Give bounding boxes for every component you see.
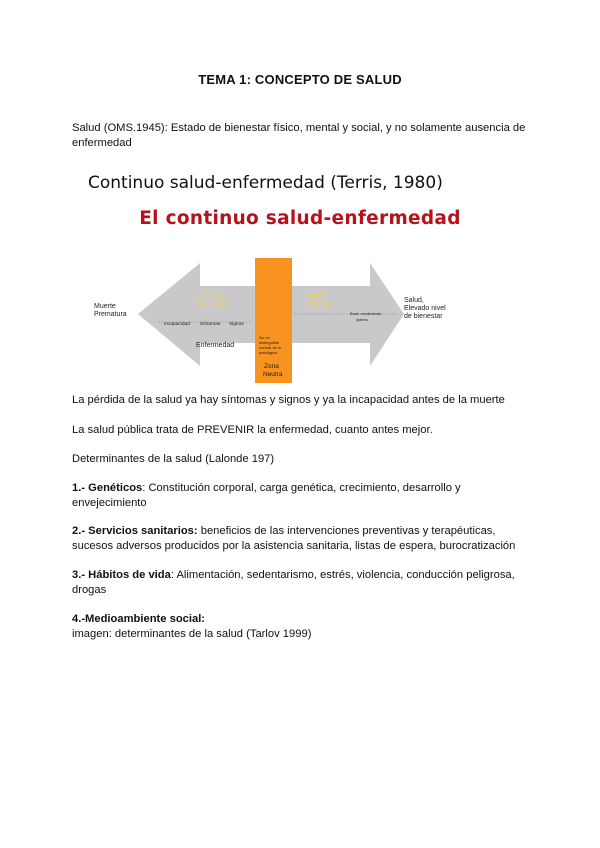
right-end-label-1: Salud,: [404, 297, 424, 304]
determinant-genetic-text: : Constitución corporal, carga genética, crecimiento, desarrollo y envejecimiento: [72, 482, 461, 509]
positive-label-2: Positiva: [305, 301, 330, 308]
loss-label-2: de Salud: [198, 301, 226, 308]
disease-label: Enfermedad: [196, 342, 235, 349]
determinant-health-services-label: 2.- Servicios sanitarios:: [72, 525, 198, 537]
determinant-lifestyle: [72, 568, 532, 598]
health-continuum-diagram: [88, 258, 468, 383]
left-end-label-2: Prematura: [94, 311, 127, 318]
diagram-title: El continuo salud-enfermedad: [139, 208, 461, 229]
environment-image-note: imagen: determinantes de la salud (Tarlov 1999): [72, 628, 312, 640]
loss-label-1: Pérdida: [200, 293, 225, 300]
environment-label: 4.-Medioambiente social:: [72, 613, 206, 625]
paragraph-determinants: Determinantes de la salud (Lalonde 197): [72, 453, 275, 465]
neutral-label-2: Neutra: [263, 371, 283, 378]
determinant-health-services: [72, 524, 532, 554]
health-definition: Salud (OMS.1945): Estado de bienestar físico, mental y social, y no solamente ausencia de enfermedad: [72, 122, 526, 149]
determinant-health-services-text: beneficios de las intervenciones preventivas y terapéuticas, sucesos adversos producidos por la asistencia sanitaria, listas de espera, burocratización: [72, 525, 516, 552]
neutral-note-1: No es: [259, 335, 270, 340]
determinant-lifestyle-label: 3.- Hábitos de vida: [72, 569, 171, 581]
stage-symptoms: Síntomas: [200, 322, 221, 327]
positive-note-2: óptimo: [356, 317, 369, 322]
figure-caption: Continuo salud-enfermedad (Terris, 1980): [88, 173, 443, 193]
determinant-lifestyle-text: : Alimentación, sedentarismo, estrés, violencia, conducción peligrosa, drogas: [72, 569, 515, 596]
neutral-note-4: patológico: [259, 350, 278, 355]
determinant-social-environment: [72, 612, 532, 642]
page-title: TEMA 1: CONCEPTO DE SALUD: [198, 72, 402, 87]
neutral-note-2: distinguible: [259, 340, 280, 345]
left-end-label-1: Muerte: [94, 303, 116, 310]
right-end-label-3: de bienestar: [404, 313, 443, 320]
paragraph-prevention: La salud pública trata de PREVENIR la enfermedad, cuanto antes mejor.: [72, 424, 433, 436]
stage-signs: Signos: [229, 322, 244, 327]
paragraph-health-loss: La pérdida de la salud ya hay síntomas y signos y ya la incapacidad antes de la muerte: [72, 394, 505, 406]
positive-label-1: Salud: [305, 293, 323, 300]
neutral-label-1: Zona: [264, 363, 279, 370]
determinant-genetic: [72, 481, 532, 511]
stage-incapacity: Incapacidad: [164, 322, 190, 327]
neutral-note-3: normal de lo: [259, 345, 282, 350]
positive-note-1: Buen rendimiento: [350, 311, 382, 316]
determinant-genetic-label: 1.- Genéticos: [72, 482, 143, 494]
right-end-label-2: Elevado nivel: [404, 305, 446, 312]
